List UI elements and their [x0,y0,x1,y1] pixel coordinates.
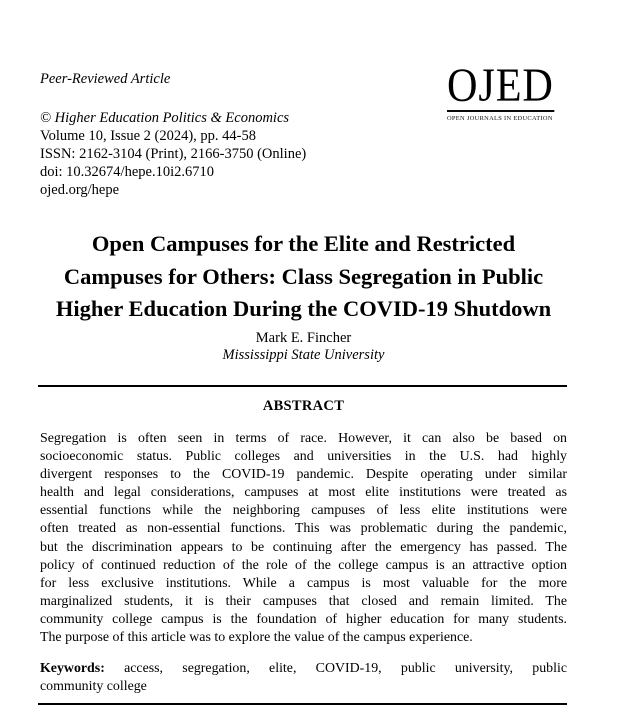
keywords-line [40,660,567,678]
article-type-label: Peer-Reviewed Article [40,71,171,87]
article-title-line: Open Campuses for the Elite and Restricted [91,231,516,256]
author-affiliation: Mississippi State University [222,347,385,363]
article-title-line: Higher Education During the COVID-19 Shutdown [55,296,552,321]
abstract-line: but the discrimination appears to be continuing after the emergency has passed. The [40,539,567,555]
keywords-block [40,660,567,696]
keywords-bottom-rule [38,703,567,705]
abstract-top-rule [38,385,567,387]
keywords-list-part1: access, segregation, elite, COVID-19, public university, public [104,661,567,676]
abstract-line: Segregation is often seen in terms of race. However, it can also be based on [40,431,567,446]
doi-line: doi: 10.32674/hepe.10i2.6710 [40,164,214,180]
article-title-line: Campuses for Others: Class Segregation in Public [63,263,544,289]
volume-issue-line: Volume 10, Issue 2 (2024), pp. 44-58 [40,128,257,144]
author-name: Mark E. Fincher [255,330,352,346]
ojed-logo-tagline: OPEN JOURNALS IN EDUCATION [447,115,553,122]
abstract-line: policy of continued reduction of the role of the college campus is an attractive option [40,557,567,573]
abstract-line: divergent responses to the COVID-19 pandemic. Despite operating under similar [40,467,567,483]
abstract-heading: ABSTRACT [262,398,345,414]
abstract-line: often treated as non-essential functions. This was problematic during the pandemic, [40,521,567,537]
abstract-line: health and legal considerations, campuses at most elite institutions were treated as [40,485,567,501]
article-title [40,228,567,326]
ojed-logo [447,59,569,122]
journal-url: ojed.org/hepe [40,182,120,198]
header-metadata [40,70,306,199]
keywords-label: Keywords: [40,661,105,676]
ojed-logo-acronym: OJED [447,59,554,112]
issn-line: ISSN: 2162-3104 (Print), 2166-3750 (Online) [40,146,307,162]
journal-name: © Higher Education Politics & Economics [40,110,290,126]
abstract-line: The purpose of this article was to explore the value of the campus experience. [40,630,473,646]
abstract-text [40,430,567,647]
keywords-list-part2: community college [40,679,147,695]
abstract-line: for less exclusive institutions. While a campus is most valuable for the more [40,575,567,591]
abstract-line: socioeconomic status. Public colleges and universities in the U.S. had highly [40,449,567,465]
abstract-line: community college campus is the foundation of higher education for many students. [40,611,567,627]
abstract-line: essential functions while the neighboring campuses of less elite institutions were [40,503,567,519]
abstract-line: marginalized students, it is their campuses that closed and remain limited. The [40,593,567,609]
